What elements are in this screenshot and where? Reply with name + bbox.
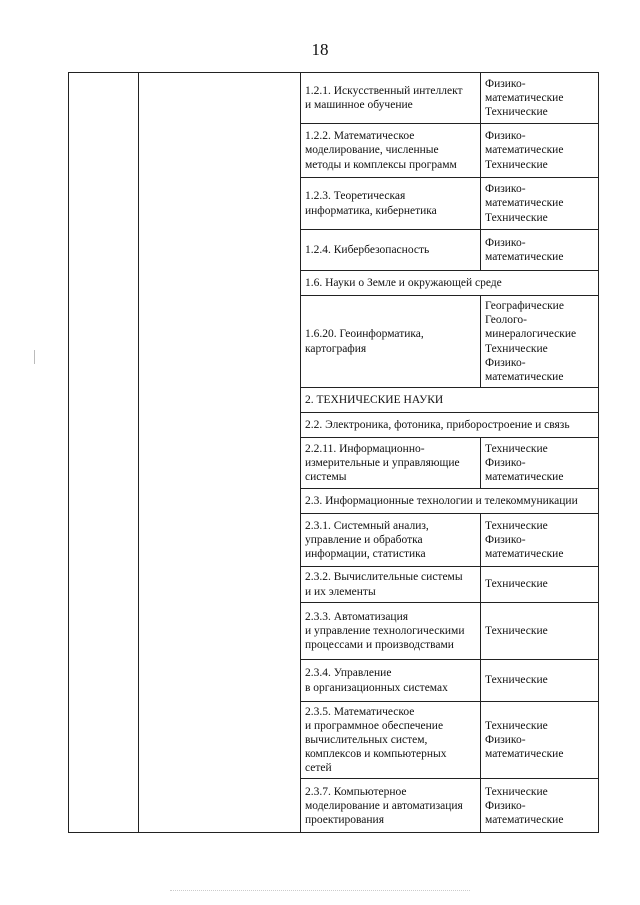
specialty-cell: 2.3.4. Управление в организационных системах <box>301 660 481 702</box>
specialty-cell: 2.3.3. Автоматизация и управление технологическими процессами и производствами <box>301 603 481 660</box>
section-heading: 2.3. Информационные технологии и телекоммуникации <box>301 489 599 514</box>
sciences-cell: Технические Физико- математические <box>481 779 599 833</box>
sciences-cell: Технические Физико- математические <box>481 438 599 489</box>
sciences-cell: Технические <box>481 660 599 702</box>
sciences-cell: Физико- математические Технические <box>481 73 599 124</box>
sciences-cell: Технические Физико- математические <box>481 702 599 779</box>
sciences-cell: Технические <box>481 603 599 660</box>
scan-dots <box>170 890 470 891</box>
sciences-cell: Технические Физико- математические <box>481 514 599 567</box>
section-heading: 2.2. Электроника, фотоника, приборостроение и связь <box>301 413 599 438</box>
sciences-cell: Физико- математические Технические <box>481 178 599 230</box>
sciences-cell: Географические Геолого- минералогические Технические Физико- математические <box>481 296 599 388</box>
section-heading: 2. ТЕХНИЧЕСКИЕ НАУКИ <box>301 388 599 413</box>
specialty-cell: 1.2.4. Кибербезопасность <box>301 230 481 271</box>
specialty-cell: 2.3.7. Компьютерное моделирование и автоматизация проектирования <box>301 779 481 833</box>
empty-number-cell <box>69 73 139 833</box>
specialty-cell: 2.3.1. Системный анализ, управление и обработка информации, статистика <box>301 514 481 567</box>
sciences-cell: Физико- математические Технические <box>481 124 599 178</box>
sciences-cell: Физико- математические <box>481 230 599 271</box>
empty-field-cell <box>139 73 301 833</box>
specialty-cell: 1.2.2. Математическое моделирование, численные методы и комплексы программ <box>301 124 481 178</box>
specialty-cell: 1.2.3. Теоретическая информатика, кибернетика <box>301 178 481 230</box>
table-row <box>69 73 599 124</box>
specialty-cell: 2.3.2. Вычислительные системы и их элементы <box>301 567 481 603</box>
specialty-cell: 2.3.5. Математическое и программное обеспечение вычислительных систем, комплексов и компьютерных сетей <box>301 702 481 779</box>
specialty-cell: 1.2.1. Искусственный интеллект и машинное обучение <box>301 73 481 124</box>
specialty-cell: 1.6.20. Геоинформатика, картография <box>301 296 481 388</box>
table-body <box>69 73 599 833</box>
section-heading: 1.6. Науки о Земле и окружающей среде <box>301 271 599 296</box>
specialties-table <box>68 72 599 833</box>
scan-mark <box>34 350 35 364</box>
page-number: 18 <box>311 40 329 59</box>
sciences-cell: Технические <box>481 567 599 603</box>
specialty-cell: 2.2.11. Информационно- измерительные и управляющие системы <box>301 438 481 489</box>
